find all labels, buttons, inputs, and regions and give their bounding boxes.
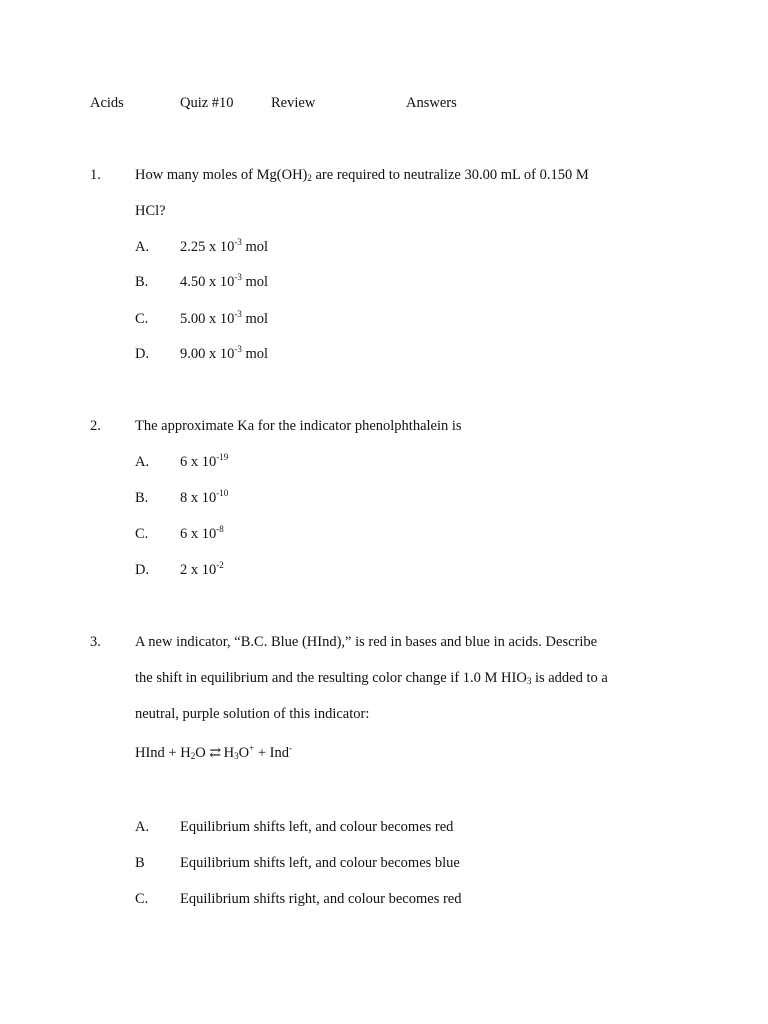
q1-option-d: 9.00 x $10^{-3}$ mol <box>180 344 269 362</box>
q3-option-a: Equilibrium shifts left, and colour becomes red <box>180 819 454 835</box>
q3-option-b-letter: B <box>135 855 145 871</box>
q1-option-b: 4.50 x $10^{-3}$ mol <box>180 272 269 290</box>
q2-text: The approximate Ka for the indicator phenolphthalein is <box>135 418 462 434</box>
q1-number: 1. <box>90 167 101 183</box>
q1-option-c-letter: C. <box>135 311 149 327</box>
q3-text-line3: neutral, purple solution of this indicator: <box>135 706 370 722</box>
q2-option-d: 2 x $10^{-2}$ <box>180 560 224 578</box>
q1-option-b-letter: B. <box>135 274 149 290</box>
q2-option-b: 8 x $10^{-10}$ <box>180 488 229 506</box>
q2-option-c-letter: C. <box>135 526 149 542</box>
q2-option-c: 6 x $10^{-8}$ <box>180 524 224 542</box>
q3-option-b: Equilibrium shifts left, and colour becomes blue <box>180 855 460 871</box>
equilibrium-arrow-icon: ⇄ <box>209 746 221 761</box>
q3-number: 3. <box>90 634 101 650</box>
q3-option-c-letter: C. <box>135 891 149 907</box>
q3-equation: HInd + $H_2O$ ⇄ $H_3O^+ + Ind^-$ <box>135 743 292 761</box>
header-review: Review <box>271 95 316 111</box>
q1-option-c: 5.00 x $10^{-3}$ mol <box>180 309 269 327</box>
q1-text-line1: How many moles of $Mg(OH)_2$ are required to neutralize 30.00 mL of 0.150 M <box>135 167 589 183</box>
q3-option-a-letter: A. <box>135 819 150 835</box>
q2-option-a: 6 x $10^{-19}$ <box>180 452 229 470</box>
q2-option-d-letter: D. <box>135 562 150 578</box>
q2-number: 2. <box>90 418 101 434</box>
q3-text-line2: the shift in equilibrium and the resulting color change if 1.0 M $HIO_3$ is added to a <box>135 670 608 686</box>
q1-option-d-letter: D. <box>135 346 150 362</box>
q1-option-a: 2.25 x $10^{-3}$ mol <box>180 237 269 255</box>
q3-text-line1: A new indicator, “B.C. Blue (HInd),” is red in bases and blue in acids. Describe <box>135 634 598 650</box>
header-quiz: Quiz #10 <box>180 95 234 111</box>
q3-option-c: Equilibrium shifts right, and colour becomes red <box>180 891 462 907</box>
header-subject: Acids <box>90 95 124 111</box>
q1-text-line2: HCl? <box>135 203 166 219</box>
header-answers: Answers <box>406 95 457 111</box>
q2-option-b-letter: B. <box>135 490 149 506</box>
q2-option-a-letter: A. <box>135 454 150 470</box>
q1-option-a-letter: A. <box>135 239 150 255</box>
